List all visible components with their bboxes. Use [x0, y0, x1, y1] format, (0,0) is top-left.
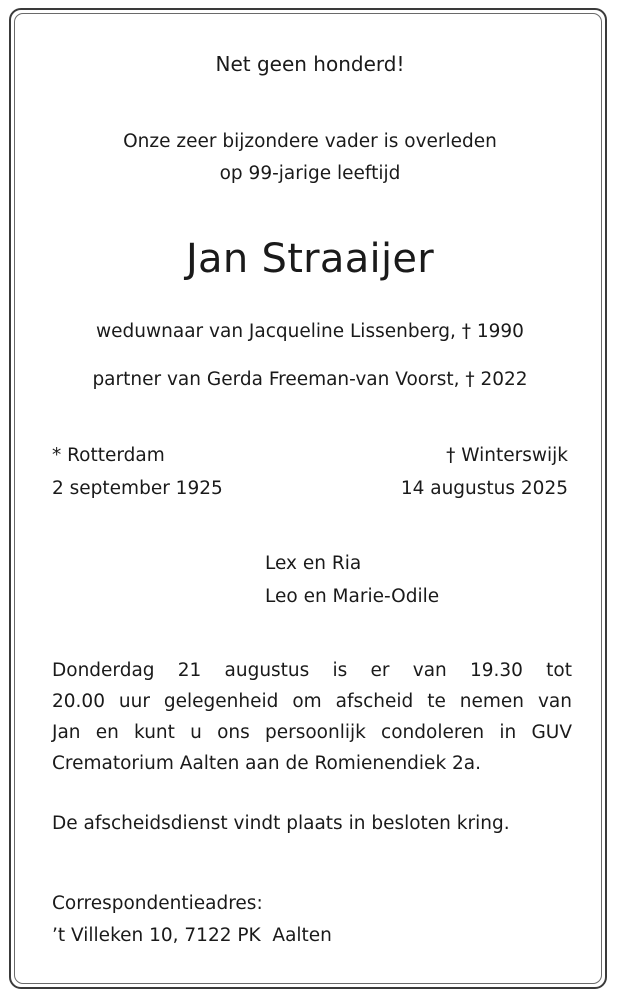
- death-place: † Winterswijk: [446, 445, 568, 466]
- farewell-line: Donderdag 21 augustus is er van 19.30 tot: [52, 660, 572, 681]
- partner-line: partner van Gerda Freeman-van Voorst, † 2022: [92, 369, 528, 390]
- birth-place: * Rotterdam: [52, 445, 165, 466]
- family-member: Lex en Ria: [265, 553, 362, 574]
- family-member: Leo en Marie-Odile: [265, 586, 440, 607]
- farewell-line: 20.00 uur gelegenheid om afscheid te nemen van: [52, 691, 572, 712]
- farewell-line: Crematorium Aalten aan de Romienendiek 2a.: [52, 753, 482, 774]
- deceased-name: Jan Straaijer: [185, 236, 435, 282]
- intro-line-1: Onze zeer bijzondere vader is overleden: [123, 131, 497, 152]
- intro-line-2: op 99-jarige leeftijd: [219, 163, 401, 184]
- widower-line: weduwnaar van Jacqueline Lissenberg, † 1990: [96, 321, 524, 342]
- farewell-line: Jan en kunt u ons persoonlijk condoleren in GUV: [52, 722, 572, 743]
- correspondence-address: ’t Villeken 10, 7122 PK Aalten: [52, 925, 332, 946]
- farewell-paragraph: [52, 655, 572, 779]
- death-date: 14 augustus 2025: [400, 478, 568, 499]
- service-line: De afscheidsdienst vindt plaats in besloten kring.: [52, 813, 510, 834]
- correspondence-label: Correspondentieadres:: [52, 893, 263, 914]
- headline: Net geen honderd!: [215, 52, 405, 76]
- birth-date: 2 september 1925: [52, 478, 223, 499]
